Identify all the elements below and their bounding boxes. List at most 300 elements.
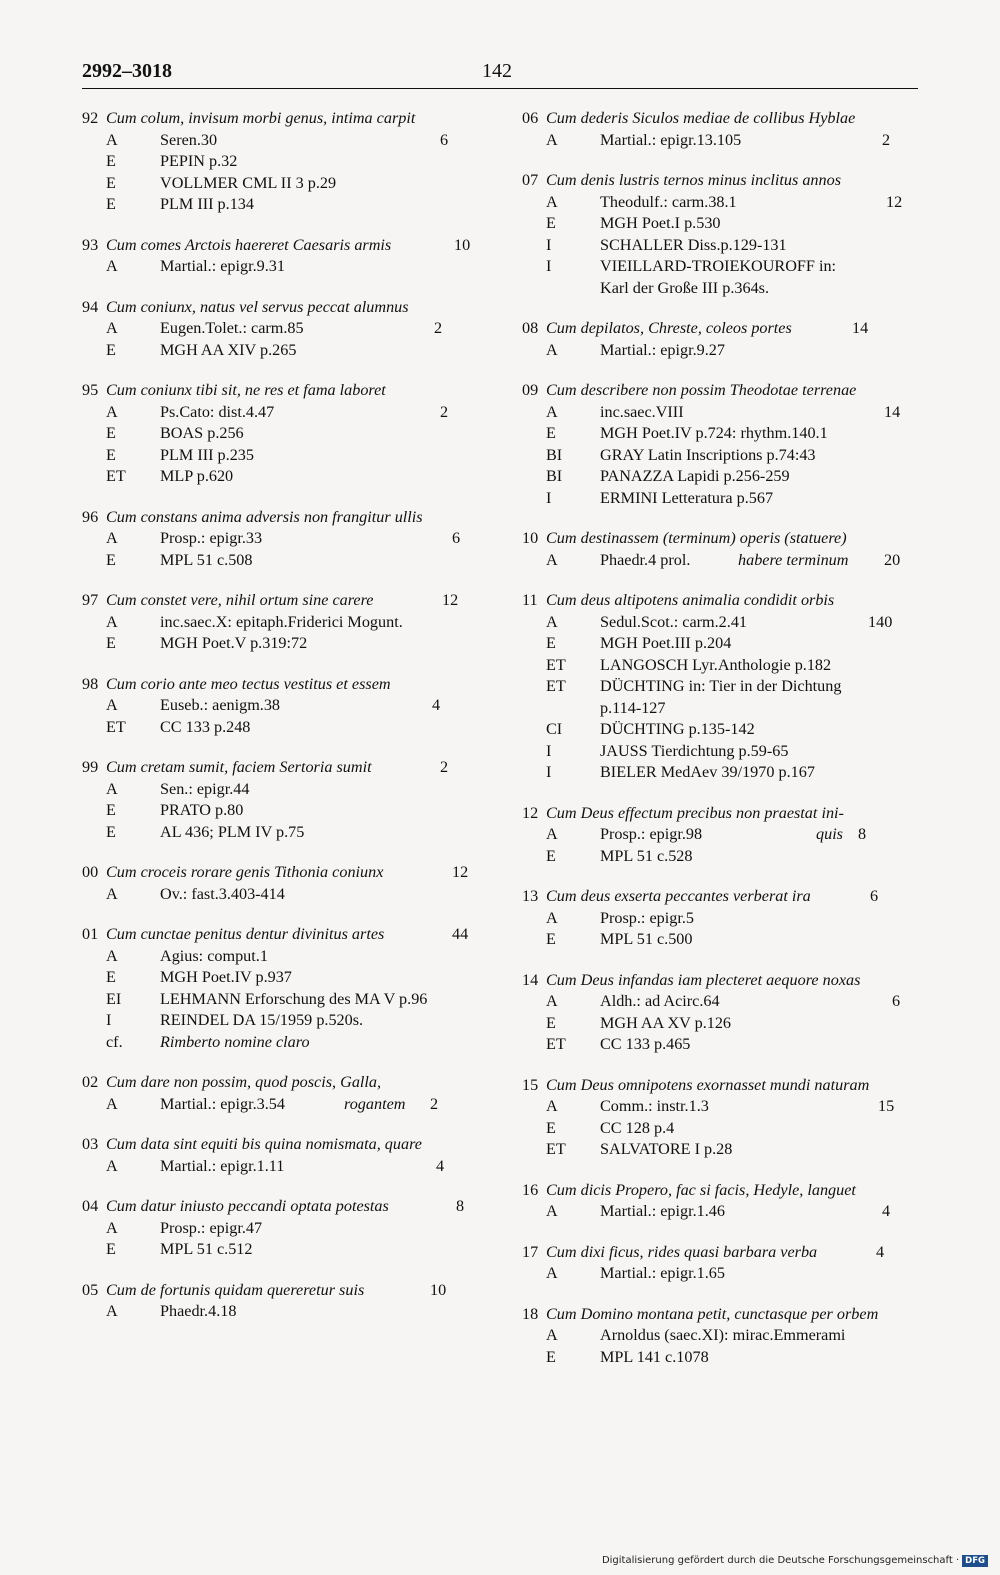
source-line: [82, 151, 482, 173]
source-line: [522, 846, 922, 868]
source-text: MGH Poet.IV p.724: rhythm.140.1: [600, 424, 828, 442]
source-text: ERMINI Letteratura p.567: [600, 488, 774, 507]
verse-count: 4: [432, 696, 441, 714]
source-text: CC 133 p.465: [600, 1035, 691, 1053]
verse-count: 6: [892, 992, 901, 1010]
source-line: [522, 1034, 922, 1056]
source-text: Theodulf.: carm.38.1: [600, 192, 737, 211]
entry-incipit: Cum dare non possim, quod poscis, Galla,: [106, 1073, 382, 1091]
source-text: Sedul.Scot.: carm.2.41: [600, 612, 748, 631]
source-type: I: [546, 741, 552, 760]
source-text: Prosp.: epigr.98: [600, 825, 703, 843]
source-line: [82, 130, 482, 152]
entry-heading: [82, 1134, 482, 1156]
source-type: E: [546, 634, 556, 652]
source-text: VIEILLARD-TROIEKOUROFF in:: [600, 257, 837, 275]
source-line: [82, 1301, 482, 1323]
dfg-logo: DFG: [962, 1555, 988, 1567]
entry-heading: [82, 1072, 482, 1094]
source-text: PANAZZA Lapidi p.256-259: [600, 467, 790, 485]
source-type: I: [106, 1011, 112, 1029]
source-type: ET: [546, 1035, 566, 1053]
index-entry: [82, 924, 482, 1053]
source-type: A: [106, 946, 118, 965]
source-type: E: [106, 445, 116, 464]
source-line: [522, 1013, 922, 1035]
source-line: [82, 318, 482, 340]
entry-number: 14: [522, 970, 539, 989]
entry-incipit: Cum constans anima adversis non frangitur ullis: [106, 507, 423, 526]
source-line: [522, 1139, 922, 1161]
source-line: [522, 402, 922, 424]
source-type: A: [106, 257, 118, 275]
source-text: MGH Poet.I p.530: [600, 214, 721, 232]
entry-heading: [522, 170, 922, 192]
verse-count: 15: [878, 1097, 895, 1115]
source-type: E: [106, 801, 116, 819]
source-line: [82, 550, 482, 572]
source-text: MGH Poet.III p.204: [600, 634, 732, 652]
index-entry: [82, 1072, 482, 1115]
source-line: [82, 173, 482, 195]
source-line: [522, 1263, 922, 1285]
source-text: Agius: comput.1: [160, 946, 268, 965]
source-line: [522, 1347, 922, 1369]
source-type: BI: [546, 467, 563, 485]
source-text: MPL 51 c.508: [160, 550, 253, 569]
entry-number: 06: [522, 109, 539, 127]
source-text: Martial.: epigr.13.105: [600, 130, 742, 149]
source-type: A: [106, 1094, 118, 1113]
verse-count: 6: [870, 887, 879, 905]
entry-heading: [82, 590, 482, 612]
entry-incipit: Cum deus exserta peccantes verberat ira: [546, 887, 811, 905]
source-text: Eugen.Tolet.: carm.85: [160, 319, 304, 337]
source-type: I: [546, 488, 552, 507]
entry-incipit: Cum croceis rorare genis Tithonia coniunx: [106, 863, 384, 881]
entry-number: 97: [82, 591, 99, 609]
verse-count: 10: [430, 1280, 447, 1299]
index-entry: [82, 757, 482, 843]
source-type: I: [546, 763, 552, 781]
source-text: LANGOSCH Lyr.Anthologie p.182: [600, 655, 832, 674]
entry-heading: [522, 803, 922, 825]
source-line: [82, 1010, 482, 1032]
entry-incipit: Cum colum, invisum morbi genus, intima carpit: [106, 109, 416, 127]
source-type: A: [546, 612, 558, 631]
verse-count: 8: [456, 1197, 465, 1215]
source-line: [522, 719, 922, 741]
entry-number: 16: [522, 1180, 539, 1199]
incipit-continuation: habere terminum: [738, 550, 849, 569]
source-text: Ov.: fast.3.403-414: [160, 884, 285, 903]
source-type: A: [106, 529, 118, 547]
source-text: MGH Poet.V p.319:72: [160, 634, 308, 652]
source-text: Martial.: epigr.9.27: [600, 340, 725, 359]
verse-count: 2: [440, 402, 449, 421]
entry-heading: [82, 507, 482, 529]
source-line: [82, 1032, 482, 1054]
header-rule: [82, 88, 918, 89]
source-text: Phaedr.4.18: [160, 1302, 237, 1320]
source-line: [82, 989, 482, 1011]
source-type: A: [546, 992, 558, 1010]
source-text: Seren.30: [160, 130, 218, 149]
page-header: [82, 60, 918, 90]
source-type: A: [546, 402, 558, 421]
verse-count: 4: [876, 1242, 885, 1261]
source-text: DÜCHTING p.135-142: [600, 720, 755, 738]
source-text: MPL 51 c.500: [600, 930, 693, 948]
entry-incipit: Cum dederis Siculos mediae de collibus Hyblae: [546, 109, 856, 127]
source-line: [82, 256, 482, 278]
source-line: [522, 130, 922, 152]
source-type: E: [106, 634, 116, 652]
entry-incipit: Cum comes Arctois haereret Caesaris armis: [106, 235, 392, 254]
source-type: A: [106, 1156, 118, 1175]
source-type: A: [106, 319, 118, 337]
source-text: SCHALLER Diss.p.129-131: [600, 235, 787, 254]
source-text: Comm.: instr.1.3: [600, 1097, 709, 1115]
entry-number: 18: [522, 1304, 539, 1323]
source-line: [82, 402, 482, 424]
source-text: Euseb.: aenigm.38: [160, 696, 281, 714]
entry-heading: [522, 1242, 922, 1264]
page-number: 142: [482, 60, 512, 82]
entry-number: 00: [82, 863, 99, 881]
index-entry: [522, 1242, 922, 1285]
entry-number: 05: [82, 1280, 99, 1299]
entry-number: 03: [82, 1135, 99, 1153]
source-type: E: [106, 968, 116, 986]
source-type: I: [546, 257, 552, 275]
entry-heading: [82, 924, 482, 946]
source-text: Martial.: epigr.9.31: [160, 257, 285, 275]
source-text: VOLLMER CML II 3 p.29: [160, 173, 337, 192]
source-type: ET: [106, 717, 126, 736]
verse-count: 2: [882, 130, 891, 149]
source-type: A: [546, 1202, 558, 1220]
entry-incipit: Cum Deus infandas iam plecteret aequore noxas: [546, 970, 861, 989]
entry-heading: [522, 380, 922, 402]
source-type: A: [106, 130, 118, 149]
source-text: Ps.Cato: dist.4.47: [160, 402, 275, 421]
entry-heading: [82, 757, 482, 779]
source-line: [82, 822, 482, 844]
index-entry: [522, 590, 922, 784]
source-text: PRATO p.80: [160, 801, 244, 819]
entry-heading: [82, 108, 482, 130]
entry-incipit: Cum Deus omnipotens exornasset mundi naturam: [546, 1075, 870, 1094]
source-line: [522, 908, 922, 930]
source-text: BOAS p.256: [160, 424, 244, 442]
entry-incipit: Cum cretam sumit, faciem Sertoria sumit: [106, 758, 372, 776]
source-line: [522, 213, 922, 235]
source-type: E: [106, 173, 116, 192]
source-type: E: [546, 424, 556, 442]
index-entry: [522, 318, 922, 361]
source-line: [522, 466, 922, 488]
source-text: Prosp.: epigr.33: [160, 529, 263, 547]
source-text: MGH AA XIV p.265: [160, 340, 297, 359]
index-entry: [522, 970, 922, 1056]
entry-heading: [522, 108, 922, 130]
index-entry: [522, 108, 922, 151]
source-type: E: [106, 340, 116, 359]
source-line: [82, 967, 482, 989]
entry-heading: [82, 380, 482, 402]
verse-count: 2: [430, 1094, 439, 1113]
right-column: [522, 108, 922, 1387]
entry-number: 98: [82, 674, 99, 693]
incipit-continuation: quis: [816, 825, 843, 843]
source-text: MGH AA XV p.126: [600, 1013, 732, 1032]
entry-incipit: Cum Domino montana petit, cunctasque per orbem: [546, 1304, 879, 1323]
source-text: inc.saec.VIII: [600, 402, 684, 421]
index-entry: [82, 674, 482, 739]
source-type: E: [546, 214, 556, 232]
verse-count: 2: [434, 319, 443, 337]
source-text: PEPIN p.32: [160, 152, 238, 170]
source-type: E: [106, 195, 116, 213]
source-line: [522, 278, 922, 300]
entry-incipit: Cum coniunx, natus vel servus peccat alumnus: [106, 297, 409, 316]
entry-incipit: Cum describere non possim Theodotae terrenae: [546, 381, 857, 399]
source-type: I: [546, 235, 552, 254]
source-line: [522, 824, 922, 846]
entry-heading: [522, 1075, 922, 1097]
source-line: [522, 1201, 922, 1223]
entry-incipit: Cum coniunx tibi sit, ne res et fama laboret: [106, 381, 386, 399]
source-line: [522, 741, 922, 763]
entry-incipit: Cum destinassem (terminum) operis (statuere): [546, 529, 847, 547]
source-line: [82, 612, 482, 634]
entry-incipit: Cum deus altipotens animalia condidit orbis: [546, 591, 835, 609]
entry-incipit: Cum datur iniusto peccandi optata potestas: [106, 1197, 389, 1215]
source-type: A: [546, 192, 558, 211]
verse-count: 2: [440, 758, 449, 776]
entry-incipit: Cum corio ante meo tectus vestitus et essem: [106, 674, 391, 693]
index-entry: [82, 297, 482, 362]
entry-heading: [82, 1196, 482, 1218]
index-entry: [82, 507, 482, 572]
source-text: Prosp.: epigr.47: [160, 1218, 263, 1237]
source-text: JAUSS Tierdichtung p.59-65: [600, 741, 789, 760]
source-type: E: [546, 1013, 556, 1032]
entry-range: 2992–3018: [82, 60, 172, 82]
index-entry: [82, 108, 482, 216]
source-type: A: [546, 550, 558, 569]
verse-count: 4: [436, 1156, 445, 1175]
verse-count: 8: [858, 825, 867, 843]
source-line: [522, 1096, 922, 1118]
source-line: [82, 445, 482, 467]
source-type: BI: [546, 445, 563, 464]
entry-number: 09: [522, 381, 539, 399]
entry-heading: [82, 1280, 482, 1302]
entry-number: 13: [522, 887, 539, 905]
source-type: ET: [106, 467, 126, 485]
source-line: [522, 192, 922, 214]
source-line: [82, 695, 482, 717]
source-line: [82, 1239, 482, 1261]
entry-incipit: Cum Deus effectum precibus non praestat ini-: [546, 803, 844, 822]
entry-heading: [82, 674, 482, 696]
verse-count: 12: [442, 591, 459, 609]
entry-number: 08: [522, 319, 539, 337]
source-text: Aldh.: ad Acirc.64: [600, 992, 720, 1010]
source-type: A: [546, 1097, 558, 1115]
source-text: PLM III p.235: [160, 445, 254, 464]
entry-number: 92: [82, 109, 99, 127]
source-line: [522, 991, 922, 1013]
source-text: CC 133 p.248: [160, 717, 251, 736]
source-line: [82, 194, 482, 216]
source-text: MGH Poet.IV p.937: [160, 968, 292, 986]
verse-count: 20: [884, 550, 901, 569]
source-text: Martial.: epigr.1.11: [160, 1156, 285, 1175]
source-text: MPL 51 c.512: [160, 1240, 253, 1258]
verse-count: 14: [884, 402, 901, 421]
source-text: CC 128 p.4: [600, 1118, 675, 1137]
verse-count: 12: [452, 863, 469, 881]
source-text: LEHMANN Erforschung des MA V p.96: [160, 989, 428, 1008]
source-type: A: [106, 696, 118, 714]
source-type: EI: [106, 989, 122, 1008]
source-type: A: [106, 884, 118, 903]
source-text: REINDEL DA 15/1959 p.520s.: [160, 1011, 364, 1029]
entry-number: 07: [522, 171, 539, 189]
entry-heading: [522, 1180, 922, 1202]
verse-count: 12: [886, 192, 903, 211]
entry-incipit: Cum depilatos, Chreste, coleos portes: [546, 319, 792, 337]
verse-count: 10: [454, 235, 471, 254]
index-entry: [82, 862, 482, 905]
source-text: Martial.: epigr.1.65: [600, 1264, 725, 1282]
source-line: [82, 946, 482, 968]
entry-number: 15: [522, 1075, 539, 1094]
entry-incipit: Cum data sint equiti bis quina nomismata, quare: [106, 1135, 422, 1153]
source-line: [82, 1156, 482, 1178]
entry-heading: [522, 886, 922, 908]
verse-count: 4: [882, 1202, 891, 1220]
source-text: PLM III p.134: [160, 195, 254, 213]
entry-number: 93: [82, 235, 99, 254]
index-entry: [522, 170, 922, 299]
footer-text: Digitalisierung gefördert durch die Deutsche Forschungsgemeinschaft ·: [601, 1555, 960, 1566]
index-entry: [82, 1280, 482, 1323]
source-text: Karl der Große III p.364s.: [600, 278, 770, 297]
index-entry: [82, 1134, 482, 1177]
entry-number: 02: [82, 1073, 99, 1091]
source-type: cf.: [106, 1032, 123, 1051]
source-line: [82, 1094, 482, 1116]
index-entry: [522, 886, 922, 951]
entry-number: 95: [82, 381, 99, 399]
source-type: E: [106, 822, 116, 841]
index-entry: [82, 235, 482, 278]
source-line: [82, 779, 482, 801]
index-entry: [82, 590, 482, 655]
source-line: [522, 550, 922, 572]
left-column: [82, 108, 482, 1342]
verse-count: 14: [852, 319, 869, 337]
source-text: MPL 141 c.1078: [600, 1347, 709, 1366]
source-type: A: [546, 340, 558, 359]
source-type: A: [546, 130, 558, 149]
source-text: Sen.: epigr.44: [160, 779, 250, 798]
footer: [602, 1555, 988, 1567]
entry-number: 96: [82, 507, 99, 526]
index-entry: [522, 1075, 922, 1161]
source-line: [522, 698, 922, 720]
entry-number: 04: [82, 1197, 99, 1215]
index-entry: [82, 380, 482, 488]
source-type: A: [546, 1264, 558, 1282]
source-line: [522, 676, 922, 698]
entry-incipit: Cum de fortunis quidam quereretur suis: [106, 1280, 365, 1299]
source-line: [82, 633, 482, 655]
source-line: [522, 1325, 922, 1347]
source-line: [82, 1218, 482, 1240]
source-type: E: [546, 1347, 556, 1366]
source-line: [82, 466, 482, 488]
source-text: GRAY Latin Inscriptions p.74:43: [600, 445, 816, 464]
source-type: E: [546, 930, 556, 948]
source-type: E: [106, 550, 116, 569]
source-text: MPL 51 c.528: [600, 846, 693, 865]
entry-number: 01: [82, 925, 99, 943]
entry-number: 94: [82, 297, 99, 316]
index-entry: [522, 528, 922, 571]
source-text: SALVATORE I p.28: [600, 1140, 733, 1158]
source-text: Phaedr.4 prol.: [600, 550, 691, 569]
index-entry: [522, 1304, 922, 1369]
entry-incipit: Cum dixi ficus, rides quasi barbara verba: [546, 1242, 818, 1261]
source-type: E: [546, 1118, 556, 1137]
source-line: [82, 800, 482, 822]
entry-heading: [522, 528, 922, 550]
entry-incipit: Cum denis lustris ternos minus inclitus annos: [546, 171, 841, 189]
index-entry: [522, 1180, 922, 1223]
source-line: [522, 612, 922, 634]
source-text: Rimberto nomine claro: [160, 1032, 310, 1051]
source-type: A: [546, 1326, 558, 1344]
entry-number: 10: [522, 529, 539, 547]
source-line: [522, 488, 922, 510]
source-type: ET: [546, 655, 566, 674]
entry-heading: [82, 862, 482, 884]
source-line: [82, 340, 482, 362]
source-type: A: [546, 908, 558, 927]
source-type: E: [106, 1240, 116, 1258]
source-type: A: [106, 779, 118, 798]
entry-number: 12: [522, 803, 539, 822]
source-type: E: [546, 846, 556, 865]
entry-number: 99: [82, 758, 99, 776]
source-line: [522, 762, 922, 784]
source-text: p.114-127: [600, 698, 666, 717]
source-line: [522, 633, 922, 655]
entry-heading: [522, 970, 922, 992]
source-type: CI: [546, 720, 563, 738]
entry-heading: [522, 318, 922, 340]
incipit-continuation: rogantem: [344, 1094, 406, 1113]
source-line: [522, 235, 922, 257]
source-line: [82, 884, 482, 906]
entry-number: 17: [522, 1242, 539, 1261]
source-line: [522, 1118, 922, 1140]
